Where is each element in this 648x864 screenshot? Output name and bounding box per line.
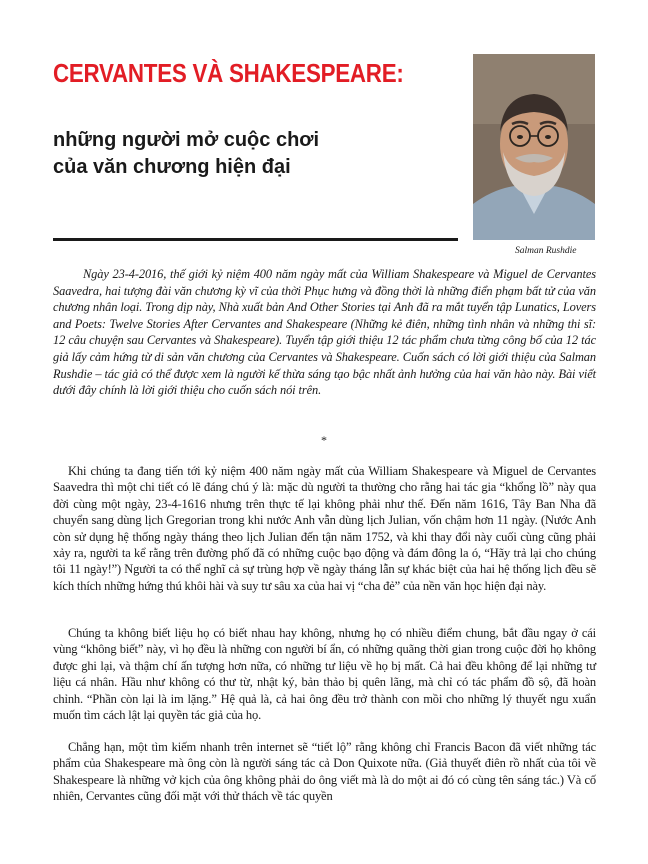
portrait-illustration <box>473 54 595 240</box>
article-title: CERVANTES VÀ SHAKESPEARE: <box>53 58 404 88</box>
author-portrait <box>473 54 595 240</box>
body-paragraph: Khi chúng ta đang tiến tới kỷ niệm 400 năm ngày mất của William Shakespeare và Miguel de Cervantes Saavedra thì một chi tiết có lẽ đáng chú ý là: mặc dù người ta thường cho rằng hai tác gia “khổng lồ” này qua đời cùng một ngày, 23-4-1616 nhưng trên thực tế lại không phải như thế. Đến năm 1616, Tây Ban Nha đã chuyển sang dùng lịch Gregorian trong khi nước Anh vẫn dùng lịch Julian, vốn chậm hơn 11 ngày. (Nước Anh còn sử dụng hệ thống ngày tháng theo lịch Julian đến tận năm 1752, và khi thay đổi này cuối cùng cũng phải xảy ra, người ta kể rằng trên đường phố đã có những cuộc bạo động và đám đông la ó, “Hãy trả lại cho chúng tôi 11 ngày!”) Người ta có thể nghĩ cả sự trùng hợp về ngày tháng lẫn sự khác biệt của hai hệ thống lịch đều sẽ kích thích những hứng thú khôi hài và suy tư sâu xa của hai vị “cha đẻ” của nền văn học hiện đại này. <box>53 464 596 593</box>
subtitle-line: những người mở cuộc chơi <box>53 129 320 151</box>
subtitle-line: của văn chương hiện đại <box>53 156 291 178</box>
title-rule <box>53 238 458 241</box>
article-intro: Ngày 23-4-2016, thế giới kỷ niệm 400 năm ngày mất của William Shakespeare và Miguel de Cervantes Saavedra, hai tượng đài văn chương kỳ vĩ của thời Phục hưng và đồng thời là những điển phạm bất tử của văn chương nhân loại. Trong dịp này, Nhà xuất bản And Other Stories tại Anh đã ra mắt tuyển tập Lunatics, Lovers and Poets: Twelve Stories After Cervantes and Shakespeare (Những kẻ điên, những tình nhân và những thi sĩ: 12 câu chuyện sau Cervantes và Shakespeare). Tuyển tập giới thiệu 12 tác phẩm chưa từng công bố của 12 tác giả lấy cảm hứng từ di sản văn chương của Cervantes và Shakespeare. Cuốn sách có lời giới thiệu của Salman Rushdie – tác giả có thể được xem là người kế thừa sáng tạo bậc nhất ảnh hưởng của hai văn hào này. Bài viết dưới đây chính là lời giới thiệu cho cuốn sách nói trên. <box>53 267 596 398</box>
body-paragraph: Chúng ta không biết liệu họ có biết nhau hay không, nhưng họ có nhiều điểm chung, bắt đầu ngay ở cái vùng “không biết” này, vì họ đều là những con người bí ẩn, có những quãng thời gian trong cuộc đời họ không được ghi lại, và thậm chí ấn tượng hơn nữa, có những tư liệu về họ bị mất. Cả hai đều không để lại những tư liệu cá nhân. Hầu như không có thư từ, nhật ký, bản thảo bị quên lãng, mà chỉ có tác phẩm đồ sộ, đã hoàn chỉnh. “Phần còn lại là im lặng.” Hệ quả là, cả hai ông đều trở thành con mồi cho những lý thuyết ngu xuẩn muốn tìm cách lật lại quyền tác giả của họ. <box>53 626 596 723</box>
photo-caption: Salman Rushdie <box>515 246 577 256</box>
body-paragraph: Chẳng hạn, một tìm kiếm nhanh trên internet sẽ “tiết lộ” rằng không chỉ Francis Bacon đã viết những tác phẩm của Shakespeare mà ông còn là người sáng tác cả Don Quixote nữa. (Giả thuyết điên rồ nhất của tôi về Shakespeare là những vở kịch của ông không phải do ông viết mà là do một ai đó có cùng tên sáng tác.) Và cố nhiên, Cervantes cũng đối mặt với thử thách về tác quyền <box>53 740 596 804</box>
section-separator: * <box>321 433 327 447</box>
article-subtitle <box>53 127 453 181</box>
